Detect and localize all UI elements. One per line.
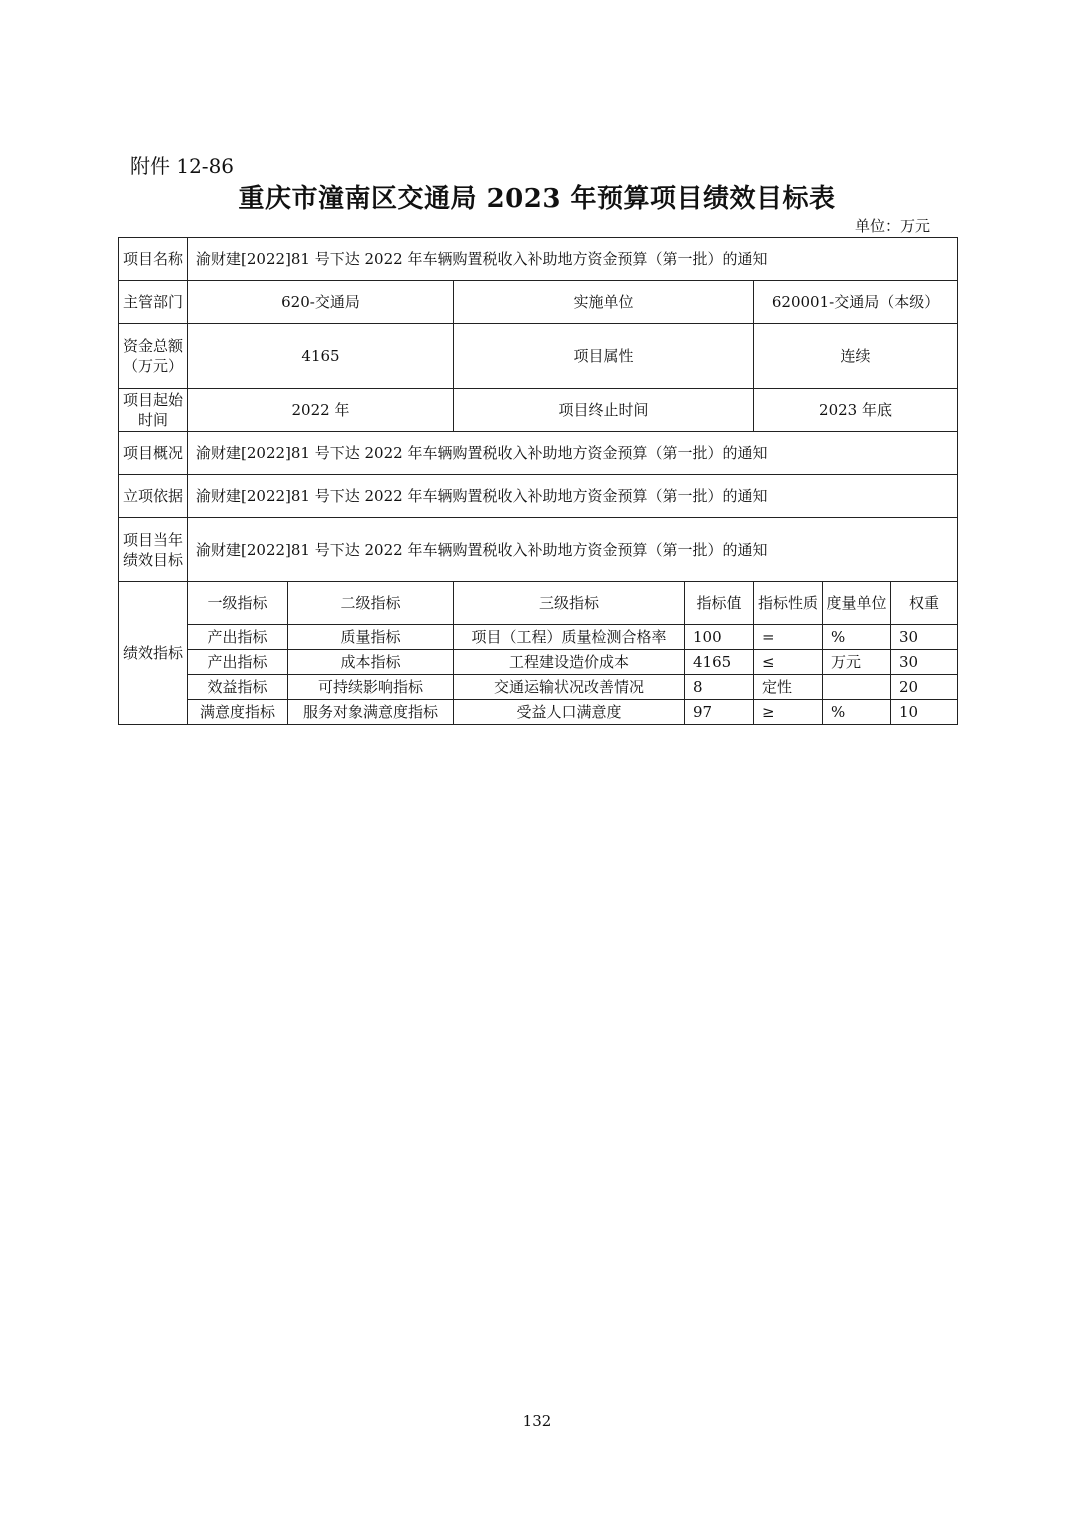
attachment-number: 附件 12-86: [130, 154, 235, 178]
overview-label: 项目概况: [119, 432, 188, 475]
nature-cell: 定性: [754, 675, 823, 700]
nature-cell: ≥: [754, 700, 823, 725]
value-cell: 100: [685, 625, 754, 650]
basis-value: 渝财建[2022]81 号下达 2022 年车辆购置税收入补助地方资金预算（第一批）的通知: [188, 475, 958, 518]
unit-label: 单位：万元: [854, 217, 930, 235]
unit-cell: [823, 675, 891, 700]
row-basis: [119, 475, 958, 518]
annual-goal-label: 项目当年绩效目标: [119, 518, 188, 582]
level2-cell: 成本指标: [288, 650, 454, 675]
project-attribute-value: 连续: [754, 324, 958, 389]
header-level1: 一级指标: [188, 582, 288, 625]
end-time-label: 项目终止时间: [454, 389, 754, 432]
overview-value: 渝财建[2022]81 号下达 2022 年车辆购置税收入补助地方资金预算（第一批）的通知: [188, 432, 958, 475]
weight-cell: 10: [891, 700, 958, 725]
level3-cell: 交通运输状况改善情况: [454, 675, 685, 700]
level1-cell: 产出指标: [188, 625, 288, 650]
weight-cell: 30: [891, 625, 958, 650]
table-row: [119, 625, 958, 650]
funds-value: 4165: [188, 324, 454, 389]
level3-cell: 项目（工程）质量检测合格率: [454, 625, 685, 650]
department-value: 620-交通局: [188, 281, 454, 324]
document-title: 重庆市潼南区交通局 2023 年预算项目绩效目标表: [238, 184, 836, 214]
table-row: [119, 700, 958, 725]
row-overview: [119, 432, 958, 475]
project-attribute-label: 项目属性: [454, 324, 754, 389]
level3-cell: 工程建设造价成本: [454, 650, 685, 675]
perf-header-row: [119, 582, 958, 625]
table-row: [119, 650, 958, 675]
row-dates: [119, 389, 958, 432]
table-row: [119, 675, 958, 700]
level2-cell: 质量指标: [288, 625, 454, 650]
header-level3: 三级指标: [454, 582, 685, 625]
level2-cell: 可持续影响指标: [288, 675, 454, 700]
implementing-unit-value: 620001-交通局（本级）: [754, 281, 958, 324]
unit-cell: 万元: [823, 650, 891, 675]
page-number: 132: [522, 1412, 552, 1430]
row-annual-goal: [119, 518, 958, 582]
row-department: [119, 281, 958, 324]
implementing-unit-label: 实施单位: [454, 281, 754, 324]
row-project-name: [119, 238, 958, 281]
unit-cell: %: [823, 625, 891, 650]
department-label: 主管部门: [119, 281, 188, 324]
basis-label: 立项依据: [119, 475, 188, 518]
value-cell: 8: [685, 675, 754, 700]
level1-cell: 产出指标: [188, 650, 288, 675]
nature-cell: ≤: [754, 650, 823, 675]
header-nature: 指标性质: [754, 582, 823, 625]
level3-cell: 受益人口满意度: [454, 700, 685, 725]
header-value: 指标值: [685, 582, 754, 625]
header-unit: 度量单位: [823, 582, 891, 625]
weight-cell: 30: [891, 650, 958, 675]
annual-goal-value: 渝财建[2022]81 号下达 2022 年车辆购置税收入补助地方资金预算（第一批）的通知: [188, 518, 958, 582]
value-cell: 4165: [685, 650, 754, 675]
weight-cell: 20: [891, 675, 958, 700]
performance-indicators-label: 绩效指标: [119, 582, 188, 725]
start-time-value: 2022 年: [188, 389, 454, 432]
end-time-value: 2023 年底: [754, 389, 958, 432]
project-name-label: 项目名称: [119, 238, 188, 281]
unit-cell: %: [823, 700, 891, 725]
start-time-label: 项目起始时间: [119, 389, 188, 432]
header-weight: 权重: [891, 582, 958, 625]
level1-cell: 效益指标: [188, 675, 288, 700]
row-funds: [119, 324, 958, 389]
funds-label: 资金总额（万元）: [119, 324, 188, 389]
header-level2: 二级指标: [288, 582, 454, 625]
performance-table: [118, 237, 958, 725]
level2-cell: 服务对象满意度指标: [288, 700, 454, 725]
project-name-value: 渝财建[2022]81 号下达 2022 年车辆购置税收入补助地方资金预算（第一批）的通知: [188, 238, 958, 281]
value-cell: 97: [685, 700, 754, 725]
nature-cell: =: [754, 625, 823, 650]
level1-cell: 满意度指标: [188, 700, 288, 725]
